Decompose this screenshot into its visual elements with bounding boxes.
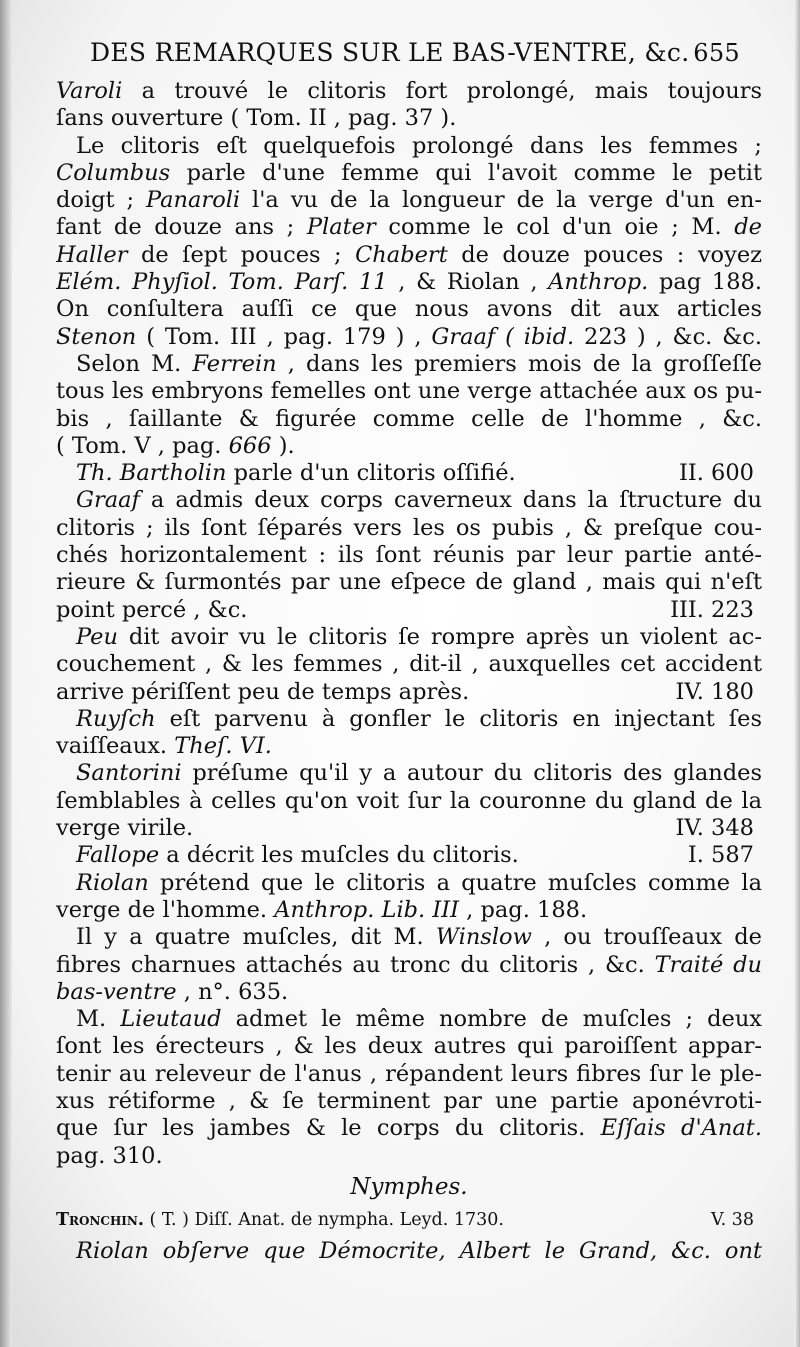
text-line-with-reference [56,460,762,487]
section-heading [56,1174,762,1201]
running-header [90,38,740,67]
text-line: couchement , & les femmes , dit-il , auxquelles cet accident [56,651,762,678]
text-line: fant de douze ans ; Plater comme le col d'un oie ; M. de [56,214,762,241]
text-line: M. Lieutaud admet le même nombre de muſcles ; deux [76,1006,762,1033]
section-heading-text: Nymphes. [350,1173,468,1200]
line-text: point percé , &c. [56,596,248,623]
bibliography-ref: V. 38 [711,1210,754,1231]
text-line: Elém. Phyſiol. Tom. Parſ. 11 , & Riolan , Anthrop. pag 188. [56,269,762,296]
text-line: Le clitoris eſt quelquefois prolongé dans les femmes ; [76,132,762,159]
text-line: Santorini préſume qu'il y a autour du clitoris des glandes [76,760,762,787]
text-line: doigt ; Panaroli l'a vu de la longueur de la verge d'un en- [56,187,762,214]
page-number: 655 [693,39,740,67]
text-line: chés horizontalement : ils ſont réunis par leur partie anté- [56,542,762,569]
text-line: On conſultera auſſi ce que nous avons dit aux articles [56,296,762,323]
running-title: DES REMARQUES SUR LE BAS-VENTRE, &c. [90,38,690,67]
text-line: ( Tom. V , pag. 666 ). [56,432,295,459]
text-line-with-reference [56,842,762,869]
text-line-with-reference [56,597,762,624]
page-edge-shadow-right [794,0,800,1347]
bibliography-title: ( T. ) Diſſ. Anat. de nympha. Leyd. 1730. [143,1210,504,1231]
text-line: clitoris ; ils ſont ſéparés vers les os pubis , & preſque cou- [56,514,762,541]
text-line: tous les embryons femelles ont une verge attachée aux os pu- [56,378,762,405]
line-text: Th. Bartholin parle d'un clitoris oſſifié. [76,460,516,487]
text-line: pag. 310. [56,1142,163,1169]
volume-page-reference: IV. 180 [675,678,754,705]
text-line: ſemblables à celles qu'on voit ſur la couronne du gland de la [56,787,762,814]
text-line: Stenon ( Tom. III , pag. 179 ) , Graaf ( ibid. 223 ) , &c. &c. [56,323,762,350]
page-edge-shadow-left [0,0,12,1347]
text-line: tenir au releveur de l'anus , répandent leurs fibres ſur le ple- [56,1060,762,1087]
line-text: Fallope a décrit les muſcles du clitoris. [76,842,519,869]
text-line: bas-ventre , n°. 635. [56,978,289,1005]
catchline-text: Riolan obſerve que Démocrite, Albert le Grand, &c. ont [76,1238,762,1265]
text-line: Selon M. Ferrein , dans les premiers mois de la groſſeſſe [76,350,762,377]
text-line: xus rétiforme , & ſe terminent par une partie aponévroti- [56,1087,762,1114]
text-line: ſans ouverture ( Tom. II , pag. 37 ). [56,105,457,132]
text-line: bis , ſaillante & figurée comme celle de l'homme , &c. [56,405,762,432]
text-line: fibres charnues attachés au tronc du clitoris , &c. Traité du [56,951,762,978]
volume-page-reference: IV. 348 [675,815,754,842]
text-line: Haller de ſept pouces ; Chabert de douze pouces : voyez [56,241,762,268]
text-line-with-reference [56,815,762,842]
text-line: que ſur les jambes & le corps du clitoris. Eſſais d'Anat. [56,1115,762,1142]
text-line: verge de l'homme. Anthrop. Lib. III , pag. 188. [56,896,588,923]
catchline [56,1238,762,1265]
line-text: arrive périſſent peu de temps après. [56,678,470,705]
volume-page-reference: I. 587 [687,842,754,869]
text-line: Riolan prétend que le clitoris a quatre muſcles comme la [76,869,762,896]
text-line: ſont les érecteurs , & les deux autres qui paroiſſent appar- [56,1033,762,1060]
bibliography-author: Tronchin. [56,1210,144,1231]
volume-page-reference: III. 223 [670,596,754,623]
volume-page-reference: II. 600 [678,460,754,487]
bibliography-entry [56,1207,762,1234]
text-block [56,78,762,1170]
text-line: Graaf a admis deux corps caverneux dans la ſtructure du [76,487,762,514]
bibliography-text [56,1207,504,1234]
text-line: vaiſſeaux. Theſ. VI. [56,733,272,760]
text-line: Varoli a trouvé le clitoris fort prolongé, mais toujours [56,78,762,104]
text-line: Ruyſch eſt parvenu à gonfler le clitoris en injectant ſes [76,705,762,732]
text-line: Columbus parle d'une femme qui l'avoit comme le petit [56,159,762,186]
text-line: Peu dit avoir vu le clitoris ſe rompre après un violent ac- [76,623,762,650]
text-line-with-reference [56,679,762,706]
line-text: verge virile. [56,815,194,842]
page-body [56,78,762,1266]
text-line: rieure & ſurmontés par une eſpece de gland , mais qui n'eſt [56,569,762,596]
text-line: Il y a quatre muſcles, dit M. Winslow , ou trouſſeaux de [76,924,762,951]
